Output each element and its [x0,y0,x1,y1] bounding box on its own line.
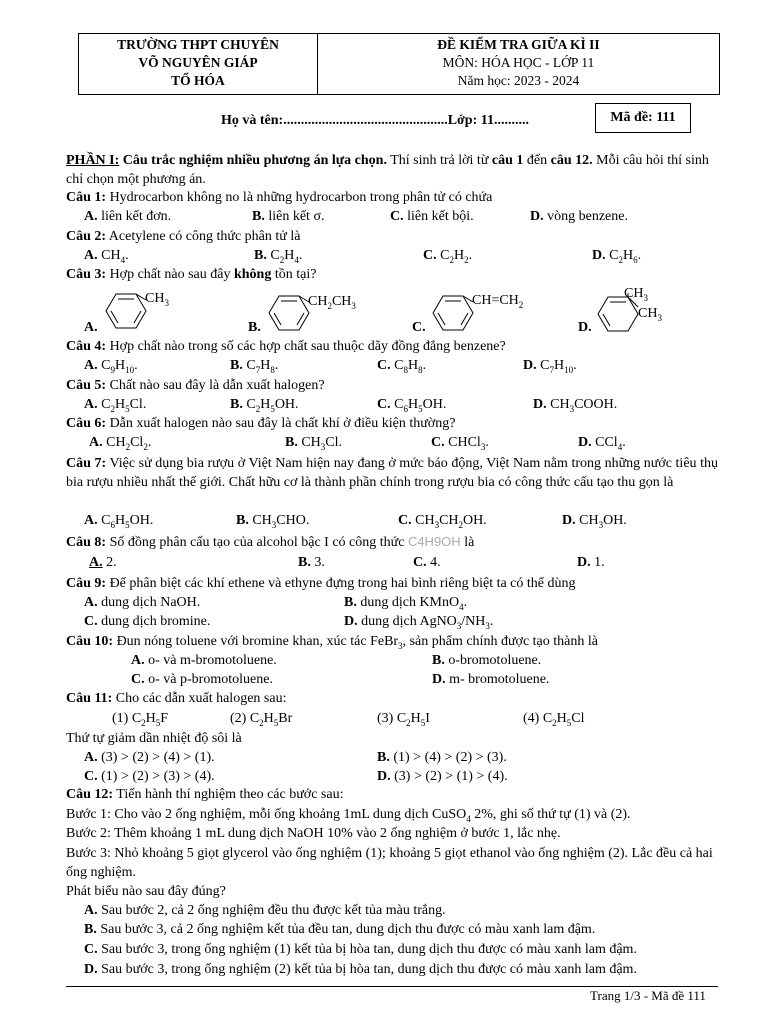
question-text: Chất nào sau đây là dẫn xuất halogen? [106,378,325,393]
option-letter: C. [398,513,412,528]
part1-instructions [66,151,718,189]
instr-bold: câu 1 [491,153,524,168]
question-5 [66,377,325,395]
q9-option-b[interactable]: B. dung dịch KMnO$_4$. [344,595,468,612]
q6-option-d[interactable]: D. CCl$_4$. [578,435,626,452]
exam-block [318,34,719,94]
q9-option-a[interactable] [84,594,200,612]
question-text: tồn tại? [271,267,317,282]
option-letter: B. [84,922,97,937]
option-letter: C. [413,555,427,570]
exam-subject: MÔN: HÓA HỌC - LỚP 11 [442,55,595,70]
option-letter: D. [533,397,547,412]
option-letter: B. [285,435,298,450]
option-letter: C. [84,614,98,629]
q3d-substituent-side: $CH_3$ [638,306,662,323]
option-text: dung dịch AgNO [361,614,457,629]
q12-option-a[interactable] [84,902,446,920]
q3-option-a[interactable] [84,319,98,337]
option-letter: C. [131,672,145,687]
q9-option-d[interactable]: D. dung dịch $AgNO_3/NH_3$. [344,614,494,631]
option-text: dung dịch NaOH. [101,595,201,610]
option-text: liên kết σ. [268,209,325,224]
q11-order-prompt: Thứ tự giảm dần nhiệt độ sôi là [66,731,242,746]
option-letter: D. [344,614,358,629]
q10-option-c[interactable] [131,671,273,689]
q5-option-c[interactable]: C. $C_6H_5OH$. [377,397,447,414]
q12-step-1: Bước 1: Cho vào 2 ống nghiệm, mỗi ống khoảng 1mL dung dịch CuSO$_4$ 2%, ghi số thứ tự (1) và (2). [66,807,631,824]
option-text: (3) > (2) > (4) > (1). [101,750,215,765]
instr-text: Thí sinh trả lời từ [386,153,492,168]
option-letter: A. [131,653,145,668]
option-text: Sau bước 3, trong ống nghiệm (1) kết tủa bị hòa tan, dung dịch thu được có màu xanh lam đậm. [101,942,637,957]
q11-option-b[interactable] [377,749,507,767]
instr-bold: câu 12. [550,153,593,168]
q4-option-c[interactable]: C. $C_8H_8$. [377,358,427,375]
option-letter: A. [84,513,98,528]
q8-option-c[interactable] [413,554,441,572]
option-letter: B. [230,358,243,373]
q5-option-a[interactable]: A. $C_2H_5Cl$. [84,397,147,414]
option-letter: D. [432,672,446,687]
option-letter: C. [377,397,391,412]
school-name-2: VÕ NGUYÊN GIÁP [138,55,258,70]
option-letter: C. [377,358,391,373]
header-table [78,33,720,95]
question-6 [66,415,455,433]
q10-option-d[interactable] [432,671,549,689]
q2-option-d[interactable]: D. $C_2H_6$. [592,248,642,265]
question-text: Số đồng phân cấu tạo của alcohol bậc I có công thức [106,535,408,550]
student-info-line: Họ và tên:...............................................Lớp: 11.......... [221,113,529,128]
q8-option-b[interactable] [298,554,325,572]
q8-option-a[interactable] [89,554,117,572]
option-text: (1) > (2) > (3) > (4). [101,769,215,784]
q4-option-a[interactable]: A. $C_9H_{10}$. [84,358,138,375]
school-name-1: TRƯỜNG THPT CHUYÊN [117,37,279,52]
option-letter: C. [390,209,404,224]
question-8 [66,533,474,552]
option-text: 1. [594,555,605,570]
option-letter: A. [84,397,98,412]
option-letter: D. [523,358,537,373]
question-text: Đun nóng toluene với bromine khan, xúc tác FeBr [113,634,399,649]
option-text: m- bromotoluene. [449,672,550,687]
toluene-structure [102,290,182,332]
q12-option-b[interactable] [84,921,595,939]
option-text: vòng benzene. [547,209,628,224]
option-letter: B. [254,248,267,263]
q12-option-d[interactable] [84,961,637,979]
q3-option-b[interactable] [248,319,261,337]
option-text: Sau bước 2, cả 2 ống nghiệm đều thu được kết tủa màu trắng. [101,903,446,918]
option-letter: A. [84,903,98,918]
option-text: liên kết đơn. [101,209,172,224]
compound-4: (4) $C_2H_5Cl$ [523,711,585,728]
q3a-substituent: $CH_3$ [145,291,169,308]
formula-faded: C4H9OH [407,534,461,549]
q9-option-c[interactable] [84,613,210,631]
question-9 [66,575,576,593]
question-10: Câu 10: Đun nóng toluene với bromine khan, xúc tác FeBr$_3$, sản phẩm chính được tạo thành là [66,634,598,651]
q11-option-c[interactable] [84,768,215,786]
option-letter: D. [578,435,592,450]
part1-title: PHẦN I: [66,153,120,168]
option-letter: B. [377,750,390,765]
q3d-substituent-top: $CH_3$ [624,286,648,303]
q2-option-c[interactable]: C. $C_2H_2$. [423,248,473,265]
option-letter: D. [592,248,606,263]
question-label: Câu 9: [66,576,107,591]
option-letter: A. [84,320,98,335]
question-12 [66,786,343,804]
compound-3: (3) $C_2H_5I$ [377,711,430,728]
option-letter: C. [412,320,426,335]
question-label: Câu 8: [66,535,107,550]
option-text: o-bromotoluene. [448,653,542,668]
question-label: Câu 1: [66,190,107,205]
option-letter: A. [84,595,98,610]
question-7 [66,454,718,492]
option-letter: D. [84,962,98,977]
q5-option-b[interactable]: B. $C_2H_5OH$. [230,397,299,414]
q3b-substituent: $CH_2CH_3$ [308,294,356,311]
compound-2: (2) $C_2H_5Br$ [230,711,293,728]
question-text: Cho các dẫn xuất halogen sau: [112,691,287,706]
option-letter: D. [377,769,391,784]
option-text: dung dịch KMnO [360,595,460,610]
q1-option-b[interactable] [252,208,325,226]
question-text: , sản phẩm chính được tạo thành là [402,634,598,649]
option-text: Sau bước 3, cả 2 ống nghiệm kết tủa đều tan, dung dịch thu được có màu xanh lam đậm. [100,922,596,937]
q7-option-b[interactable]: B. $CH_3CHO$. [236,513,310,530]
school-block [79,34,318,94]
option-letter: A. [84,209,98,224]
q2-option-b[interactable]: B. $C_2H_4$. [254,248,303,265]
question-11 [66,690,286,708]
question-text: là [460,535,475,550]
option-letter: B. [230,397,243,412]
q6-option-c[interactable]: C. CHCl$_3$. [431,435,489,452]
question-text: Hydrocarbon không no là những hydrocarbon trong phân tử có chứa [106,190,493,205]
q8-option-d[interactable] [577,554,605,572]
q5-option-d[interactable]: D. $CH_3COOH$. [533,397,618,414]
question-label: Câu 7: [66,456,107,471]
option-text: Sau bước 3, trong ống nghiệm (2) kết tủa bị hòa tan, dung dịch thu được có màu xanh lam đậm. [101,962,637,977]
q6-option-b[interactable]: B. $CH_3Cl$. [285,435,343,452]
q1-option-d[interactable] [530,208,628,226]
option-letter: C. [423,248,437,263]
option-letter: A. [89,435,103,450]
option-letter: C. [431,435,445,450]
question-text: Tiến hành thí nghiệm theo các bước sau: [113,787,344,802]
question-label: Câu 5: [66,378,107,393]
option-letter: B. [344,595,357,610]
option-letter: A. [84,248,98,263]
q10-option-a[interactable] [131,652,277,670]
option-text: 2. [106,555,117,570]
option-text: o- và p-bromotoluene. [148,672,273,687]
option-letter: B. [248,320,261,335]
option-text: dung dịch bromine. [101,614,211,629]
q10-option-b[interactable] [432,652,541,670]
option-letter: C. [84,769,98,784]
question-label: Câu 3: [66,267,107,282]
question-text: Hợp chất nào trong số các hợp chất sau thuộc dãy đồng đẳng benzene? [106,339,506,354]
q1-option-a[interactable] [84,208,171,226]
option-letter: D. [530,209,544,224]
option-text: 3. [314,555,325,570]
question-text: Để phân biệt các khí ethene và ethyne đựng trong hai bình riêng biệt ta có thể dùng [106,576,576,591]
q12-step-2: Bước 2: Thêm khoảng 1 mL dung dịch NaOH 10% vào 2 ống nghiệm ở bước 1, lắc nhẹ. [66,826,561,841]
q11-option-d[interactable] [377,768,508,786]
instr-text: Mỗi câu hỏi thí sinh chỉ chọn một phương án. [66,153,709,187]
option-letter: B. [252,209,265,224]
option-text: o- và m-bromotoluene. [148,653,277,668]
exam-code-box: Mã đề: 111 [595,103,691,133]
option-letter: D. [578,320,592,335]
instr-text: đến [523,153,551,168]
q3-option-c[interactable] [412,319,426,337]
q2-option-a[interactable]: A. $CH_4$. [84,248,129,265]
question-label: Câu 11: [66,691,113,706]
q1-option-c[interactable] [390,208,474,226]
q4-option-b[interactable]: B. $C_7H_8$. [230,358,279,375]
question-label: Câu 2: [66,229,107,244]
option-letter: A. [84,358,98,373]
step-text: Bước 1: Cho vào 2 ống nghiệm, mỗi ống khoảng 1mL dung dịch CuSO [66,807,467,822]
question-4 [66,338,506,356]
question-2 [66,228,300,246]
question-emphasis: không [233,267,272,282]
option-letter: B. [298,555,311,570]
q3-option-d[interactable] [578,319,592,337]
q7-option-a[interactable]: A. $C_6H_5OH$. [84,513,154,530]
q11-option-a[interactable] [84,749,215,767]
question-label: Câu 12: [66,787,114,802]
question-label: Câu 6: [66,416,107,431]
question-text: Dẫn xuất halogen nào sau đây là chất khí ở điều kiện thường? [106,416,456,431]
q4-option-d[interactable]: D. $C_7H_{10}$. [523,358,577,375]
option-letter: C. [84,942,98,957]
option-letter: B. [432,653,445,668]
q3c-substituent: $CH=CH_2$ [472,293,524,310]
option-text: 4. [430,555,441,570]
question-label: Câu 10: [66,634,114,649]
department: TỔ HÓA [171,73,225,88]
q12-option-c[interactable] [84,941,637,959]
option-text: (1) > (4) > (2) > (3). [393,750,507,765]
question-text: Việc sử dụng bia rượu ở Việt Nam hiện nay đang ở mức báo động, Việt Nam nằm trong những nước tiêu thụ bia rượu nhiều nhất thế giới. Chất hữu cơ là thành phần chính trong rượu bia có công thức cấu tạo thu gọn là [66,456,718,490]
option-letter: D. [562,513,576,528]
option-text: liên kết bội. [407,209,474,224]
step-text: 2%, ghi số thứ tự (1) và (2). [470,807,631,822]
compound-1: (1) $C_2H_5F$ [112,711,169,728]
question-text: Acetylene có công thức phân tử là [106,229,301,244]
q12-ask: Phát biểu nào sau đây đúng? [66,884,226,899]
exam-year: Năm học: 2023 - 2024 [457,73,580,88]
option-letter: A. [89,555,103,570]
q6-option-a[interactable]: A. $CH_2Cl_2$. [89,435,152,452]
q7-option-c[interactable]: C. $CH_3CH_2OH$. [398,513,487,530]
question-3 [66,266,316,284]
option-letter: A. [84,750,98,765]
q7-option-d[interactable]: D. $CH_3OH$. [562,513,627,530]
option-text: (3) > (2) > (1) > (4). [394,769,508,784]
part1-subtitle: Câu trắc nghiệm nhiều phương án lựa chọn. [122,153,387,168]
q12-step-3: Bước 3: Nhỏ khoảng 5 giọt glycerol vào ống nghiệm (1); khoảng 5 giọt ethanol vào ống nghiệm (2). Lắc đều cả hai ống nghiệm. [66,846,713,880]
page-footer: Trang 1/3 - Mã đề 111 [590,988,706,1003]
question-1 [66,189,492,207]
question-text: Hợp chất nào sau đây [106,267,234,282]
option-letter: B. [236,513,249,528]
exam-title: ĐỀ KIỂM TRA GIỮA KÌ II [437,37,600,52]
option-letter: D. [577,555,591,570]
question-label: Câu 4: [66,339,107,354]
